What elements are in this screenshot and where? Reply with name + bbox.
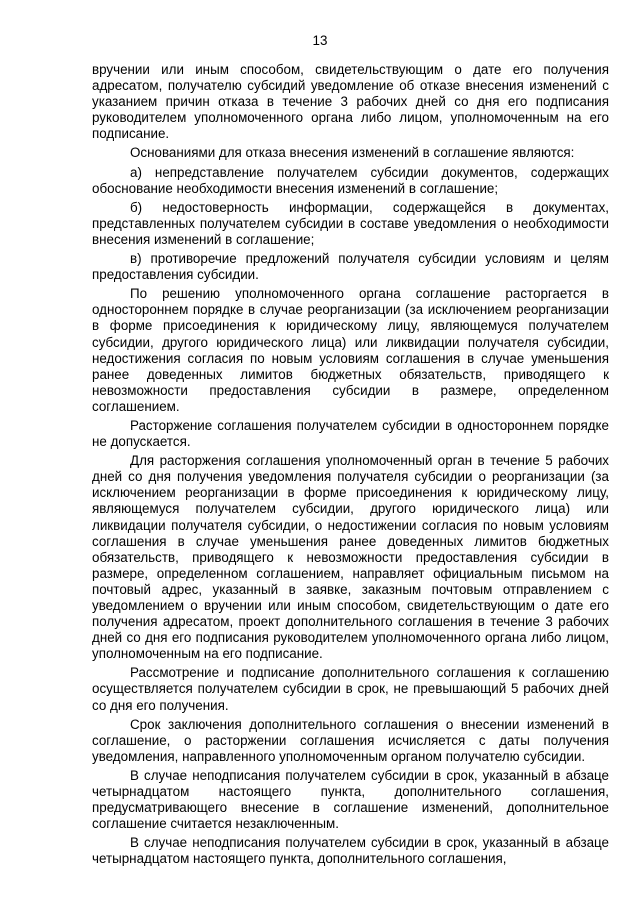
paragraph: В случае неподписания получателем субсидии в срок, указанный в абзаце четырнадцатом настоящего пункта, дополнительного соглашения, предусматривающего внесение в соглашение изменений, дополнительное соглашение считается незаключенным. (92, 767, 609, 832)
paragraph: вручении или иным способом, свидетельствующим о дате его получения адресатом, получателю субсидий уведомление об отказе внесения изменений с указанием причин отказа в течение 3 рабочих дней со дня его подписания руководителем уполномоченного органа либо лицом, уполномоченным на его подписание. (92, 62, 609, 142)
paragraph: Срок заключения дополнительного соглашения о внесении изменений в соглашение, о расторжении соглашения исчисляется с даты получения уведомления, направленного уполномоченным органом получателю субсидии. (92, 716, 609, 764)
paragraph: Основаниями для отказа внесения изменений в соглашение являются: (130, 145, 575, 161)
paragraph: а) непредставление получателем субсидии документов, содержащих обоснование необходимости внесения изменений в соглашение; (92, 164, 609, 196)
paragraph: б) недостоверность информации, содержащейся в документах, представленных получателем субсидии в составе уведомления о необходимости внесения изменений в соглашение; (92, 199, 609, 247)
paragraph: В случае неподписания получателем субсидии в срок, указанный в абзаце четырнадцатом настоящего пункта, дополнительного соглашения, (92, 835, 609, 867)
page-number: 13 (312, 33, 328, 48)
paragraph: в) противоречие предложений получателя субсидии условиям и целям предоставления субсидии. (92, 251, 609, 283)
paragraph: По решению уполномоченного органа соглашение расторгается в одностороннем порядке в случае реорганизации (за исключением реорганизации в форме присоединения к юридическому лицу, являющемуся получателем субсидии, другого юридического лица) или ликвидации получателя субсидии, недостижения согласия по новым условиям соглашения в случае уменьшения ранее доведенных лимитов бюджетных обязательств, приводящего к невозможности предоставления субсидии в размере, определенном соглашением. (92, 286, 609, 414)
paragraph: Для расторжения соглашения уполномоченный орган в течение 5 рабочих дней со дня получения уведомления получателя субсидии о реорганизации (за исключением реорганизации в форме присоединения к юридическому лицу, являющемуся получателем субсидии, другого юридического лица) или ликвидации получателя субсидии, о недостижении согласия по новым условиям соглашения в случае уменьшения ранее доведенных лимитов бюджетных обязательств, приводящего к невозможности предоставления субсидии в размере, определенном соглашением, направляет официальным письмом на почтовый адрес, указанный в заявке, заказным почтовым отправлением с уведомлением о вручении или иным способом, свидетельствующим о дате его получения адресатом, проект дополнительного соглашения в течение 3 рабочих дней со дня его подписания руководителем уполномоченного органа либо лицом, уполномоченным на его подписание. (92, 453, 609, 662)
paragraph: Рассмотрение и подписание дополнительного соглашения к соглашению осуществляется получателем субсидии в срок, не превышающий 5 рабочих дней со дня его получения. (92, 665, 609, 713)
document-body (92, 62, 609, 868)
paragraph: Расторжение соглашения получателем субсидии в одностороннем порядке не допускается. (92, 417, 609, 450)
